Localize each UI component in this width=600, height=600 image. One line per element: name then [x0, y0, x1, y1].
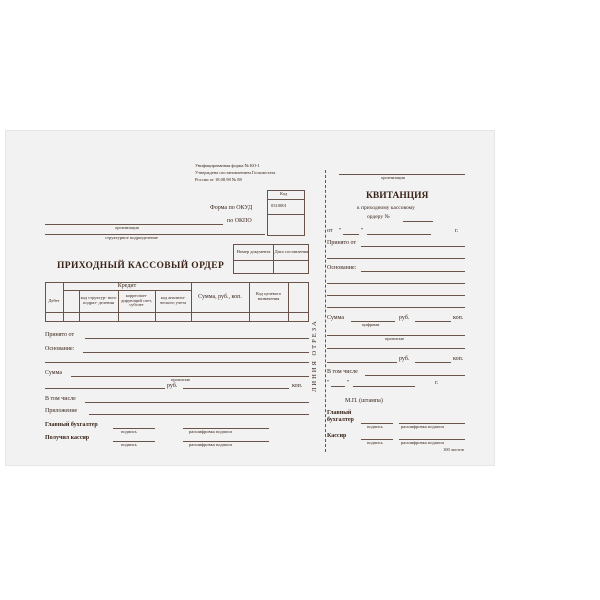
receipt-kop-line[interactable] [415, 321, 451, 322]
cashier-decode-caption: расшифровка подписи [189, 442, 232, 447]
basis-line-2[interactable] [45, 362, 309, 363]
chief-accountant-label: Главный бухгалтер [45, 422, 98, 428]
division-caption: структурное подразделение [105, 235, 158, 240]
doc-box-divider [233, 260, 309, 261]
receipt-basis-line-2[interactable] [327, 283, 465, 284]
sum-label: Сумма [45, 370, 62, 376]
order-title: ПРИХОДНЫЙ КАССОВЫЙ ОРДЕР [57, 261, 225, 271]
receipt-rub-label: руб. [399, 315, 410, 321]
receipt-subtitle-1: к приходному кассовому [357, 205, 415, 211]
cashier-signature-caption: подпись [121, 442, 137, 447]
including-line[interactable] [85, 402, 309, 403]
sum-words-caption: прописью [171, 377, 191, 382]
okud-label: Форма по ОКУД [210, 205, 253, 211]
receipt-basis-line-4[interactable] [327, 307, 465, 308]
receipt-sum-label: Сумма [327, 315, 344, 321]
receipt-bottom-day-line[interactable] [331, 386, 345, 387]
credit-col-account: корреспон- дирующий счет, субсчет [121, 292, 152, 308]
receipt-including-label: В том числе [327, 369, 358, 375]
receipt-date-quote-open: " [339, 228, 342, 234]
sum-header: Сумма, руб., коп. [198, 293, 242, 300]
sheets-count: 100 листов [443, 447, 464, 452]
including-label: В том числе [45, 396, 76, 402]
receipt-bottom-quote-open: " [327, 380, 330, 386]
credit-header: Кредит [117, 282, 137, 289]
credit-col-division: код структур- ного подраз- деления [80, 295, 117, 305]
kop-line[interactable] [183, 388, 289, 389]
receipt-bottom-month-line[interactable] [353, 386, 415, 387]
receipt-bottom-quote-close: " [347, 380, 350, 386]
receipt-month-line[interactable] [367, 234, 431, 235]
basis-label: Основание: [45, 346, 75, 352]
received-from-label: Принято от [45, 332, 75, 338]
receipt-sum-words-line-3[interactable] [327, 362, 397, 363]
basis-line[interactable] [83, 352, 309, 353]
receipt-chief-line1: Главный [327, 410, 352, 416]
received-from-line[interactable] [85, 338, 309, 339]
receipt-received-line-2[interactable] [327, 258, 465, 259]
kop-label: коп. [292, 383, 303, 389]
receipt-chief-decode-caption: расшифровка подписи [401, 424, 444, 429]
code-box-divider [267, 214, 305, 215]
sum-line[interactable] [71, 376, 309, 377]
receipt-received-line[interactable] [361, 246, 465, 247]
receipt-including-line[interactable] [365, 375, 465, 376]
form-header-line1: Унифицированная форма № КО-1 [195, 163, 260, 168]
receipt-year-label: г. [455, 228, 459, 234]
code-label: Код [280, 191, 288, 196]
debit-header: Дебет [48, 297, 60, 303]
sum-line-2[interactable] [45, 388, 165, 389]
receipt-stamp-label: М.П. (штампа) [345, 398, 383, 404]
receipt-basis-line-3[interactable] [327, 295, 465, 296]
receipt-words-caption: прописью [385, 336, 405, 341]
receipt-title: КВИТАНЦИЯ [366, 191, 429, 201]
receipt-kop-label-2: коп. [453, 356, 464, 362]
table-divider [288, 282, 289, 322]
doc-number-label: Номер документа [236, 249, 271, 255]
receipt-date-from: от [327, 228, 333, 234]
receipt-digits-caption: цифрами [362, 322, 380, 327]
code-box [267, 190, 305, 236]
cashier-label: Получил кассир [45, 435, 90, 441]
form-header-line3: России от 18.08.98 № 88 [195, 177, 242, 182]
cut-line-label: ЛИНИЯ ОТРЕЗА [311, 319, 318, 392]
receipt-day-line[interactable] [343, 234, 359, 235]
chief-signature-caption: подпись [121, 429, 137, 434]
receipt-basis-line[interactable] [361, 271, 465, 272]
receipt-date-quote-close: " [361, 228, 364, 234]
receipt-kop-label: коп. [453, 315, 464, 321]
doc-date-label: Дата составления [274, 249, 309, 255]
receipt-bottom-year-label: г. [435, 380, 439, 386]
okud-value: 0310001 [271, 203, 287, 208]
receipt-received-label: Принято от [327, 240, 357, 246]
cut-line [325, 170, 326, 452]
receipt-chief-line2: бухгалтер [327, 417, 354, 423]
rub-label: руб. [167, 383, 178, 389]
receipt-number-line[interactable] [403, 221, 433, 222]
receipt-subtitle-2: ордеру № [367, 214, 390, 220]
receipt-kop-line-2[interactable] [415, 362, 451, 363]
receipt-cashier-decode-caption: расшифровка подписи [401, 440, 444, 445]
attachment-line[interactable] [89, 414, 309, 415]
okpo-label: по ОКПО [227, 218, 252, 224]
form-header-line2: Утверждена постановлением Госкомстата [195, 170, 276, 175]
table-divider [45, 312, 309, 313]
chief-decode-caption: расшифровка подписи [189, 429, 232, 434]
credit-col-analytic: код аналити- ческого учета [159, 295, 187, 305]
receipt-rub-label-2: руб. [399, 356, 410, 362]
organization-caption: организация [115, 225, 139, 230]
receipt-sum-words-line-2[interactable] [327, 348, 465, 349]
code-box-divider [267, 199, 305, 200]
receipt-basis-label: Основание: [327, 265, 357, 271]
attachment-label: Приложение [45, 408, 78, 414]
receipt-chief-signature-caption: подпись [367, 424, 383, 429]
purpose-header: Код целевого назначения [255, 291, 282, 301]
receipt-cashier-signature-caption: подпись [367, 440, 383, 445]
cash-receipt-form [5, 130, 495, 466]
receipt-organization-caption: организация [381, 175, 405, 180]
receipt-cashier-label: Кассир [327, 433, 347, 439]
